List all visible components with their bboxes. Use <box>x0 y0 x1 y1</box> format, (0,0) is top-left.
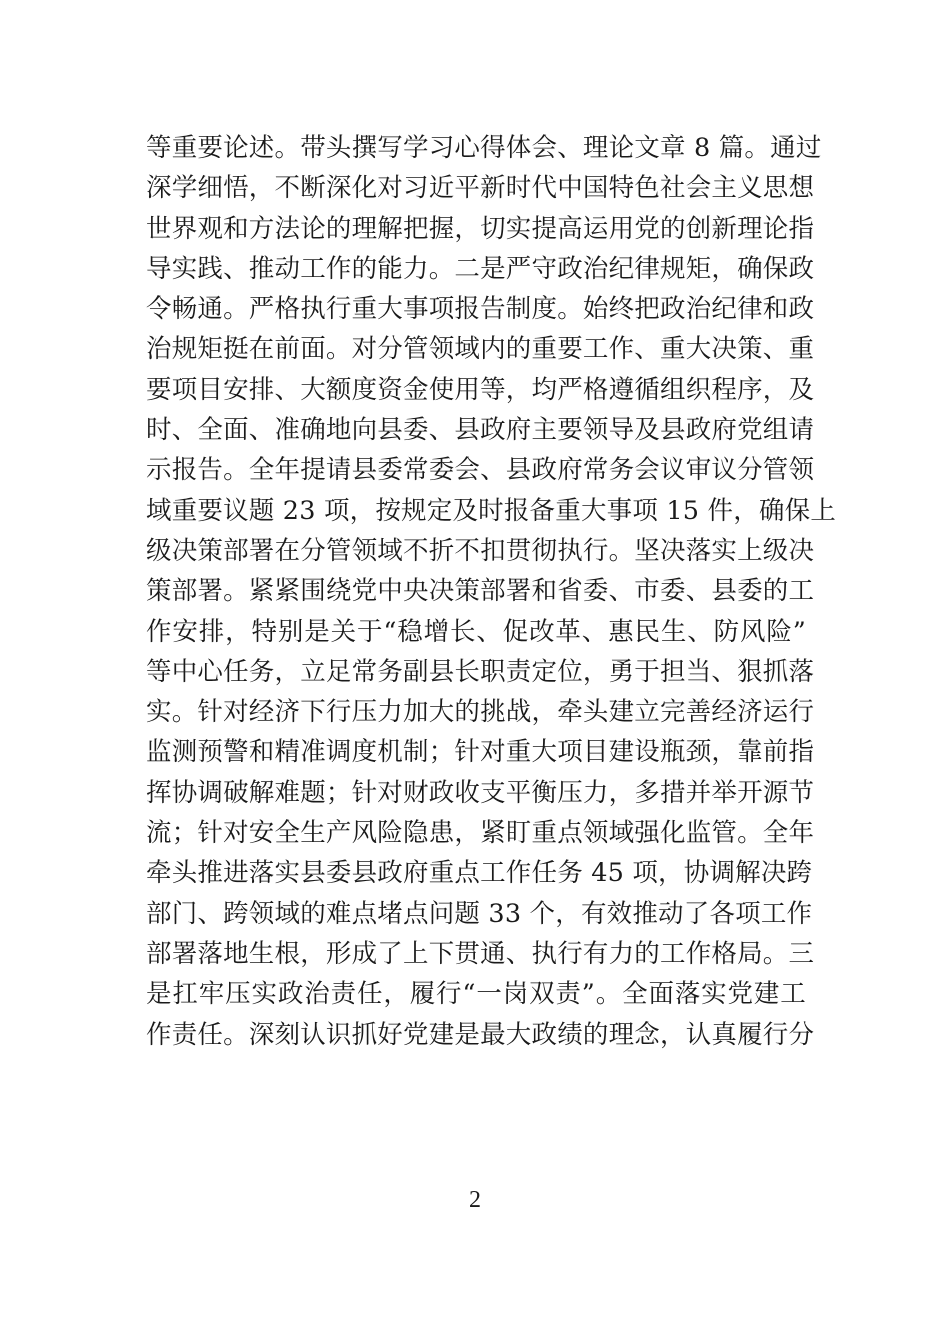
text-line: 导实践、推动工作的能力。二是严守政治纪律规矩，确保政 <box>146 253 815 284</box>
text-line: 域重要议题 23 项，按规定及时报备重大事项 15 件，确保上 <box>146 495 837 526</box>
text-line: 实。针对经济下行压力加大的挑战，牵头建立完善经济运行 <box>146 697 815 728</box>
text-line: 令畅通。严格执行重大事项报告制度。始终把政治纪律和政 <box>146 294 815 325</box>
page-number: 2 <box>469 1187 481 1213</box>
text-line: 策部署。紧紧围绕党中央决策部署和省委、市委、县委的工 <box>146 576 815 607</box>
text-line: 等重要论述。带头撰写学习心得体会、理论文章 8 篇。通过 <box>146 133 822 163</box>
body-text <box>146 128 837 1055</box>
text-line: 治规矩挺在前面。对分管领域内的重要工作、重大决策、重 <box>146 334 815 365</box>
text-line: 挥协调破解难题；针对财政收支平衡压力，多措并举开源节 <box>146 777 815 808</box>
text-line: 深学细悟，不断深化对习近平新时代中国特色社会主义思想 <box>146 173 815 204</box>
text-line: 作安排，特别是关于“稳增长、促改革、惠民生、防风险” <box>146 616 806 647</box>
text-line: 时、全面、准确地向县委、县政府主要领导及县政府党组请 <box>146 415 815 446</box>
text-line: 要项目安排、大额度资金使用等，均严格遵循组织程序，及 <box>146 374 815 405</box>
text-line: 等中心任务，立足常务副县长职责定位，勇于担当、狠抓落 <box>146 656 815 687</box>
text-line: 部署落地生根，形成了上下贯通、执行有力的工作格局。三 <box>146 938 815 969</box>
text-line: 牵头推进落实县委县政府重点工作任务 45 项，协调解决跨 <box>146 858 813 889</box>
text-line: 是扛牢压实政治责任，履行“一岗双责”。全面落实党建工 <box>146 979 806 1010</box>
text-line: 级决策部署在分管领域不折不扣贯彻执行。坚决落实上级决 <box>146 535 815 566</box>
text-line: 部门、跨领域的难点堵点问题 33 个，有效推动了各项工作 <box>146 898 813 929</box>
text-line: 作责任。深刻认识抓好党建是最大政绩的理念，认真履行分 <box>146 1019 815 1050</box>
text-line: 世界观和方法论的理解把握，切实提高运用党的创新理论指 <box>146 213 815 244</box>
text-line: 流；针对安全生产风险隐患，紧盯重点领域强化监管。全年 <box>146 818 815 849</box>
text-line: 示报告。全年提请县委常委会、县政府常务会议审议分管领 <box>146 455 815 486</box>
text-line: 监测预警和精准调度机制；针对重大项目建设瓶颈，靠前指 <box>146 737 815 768</box>
